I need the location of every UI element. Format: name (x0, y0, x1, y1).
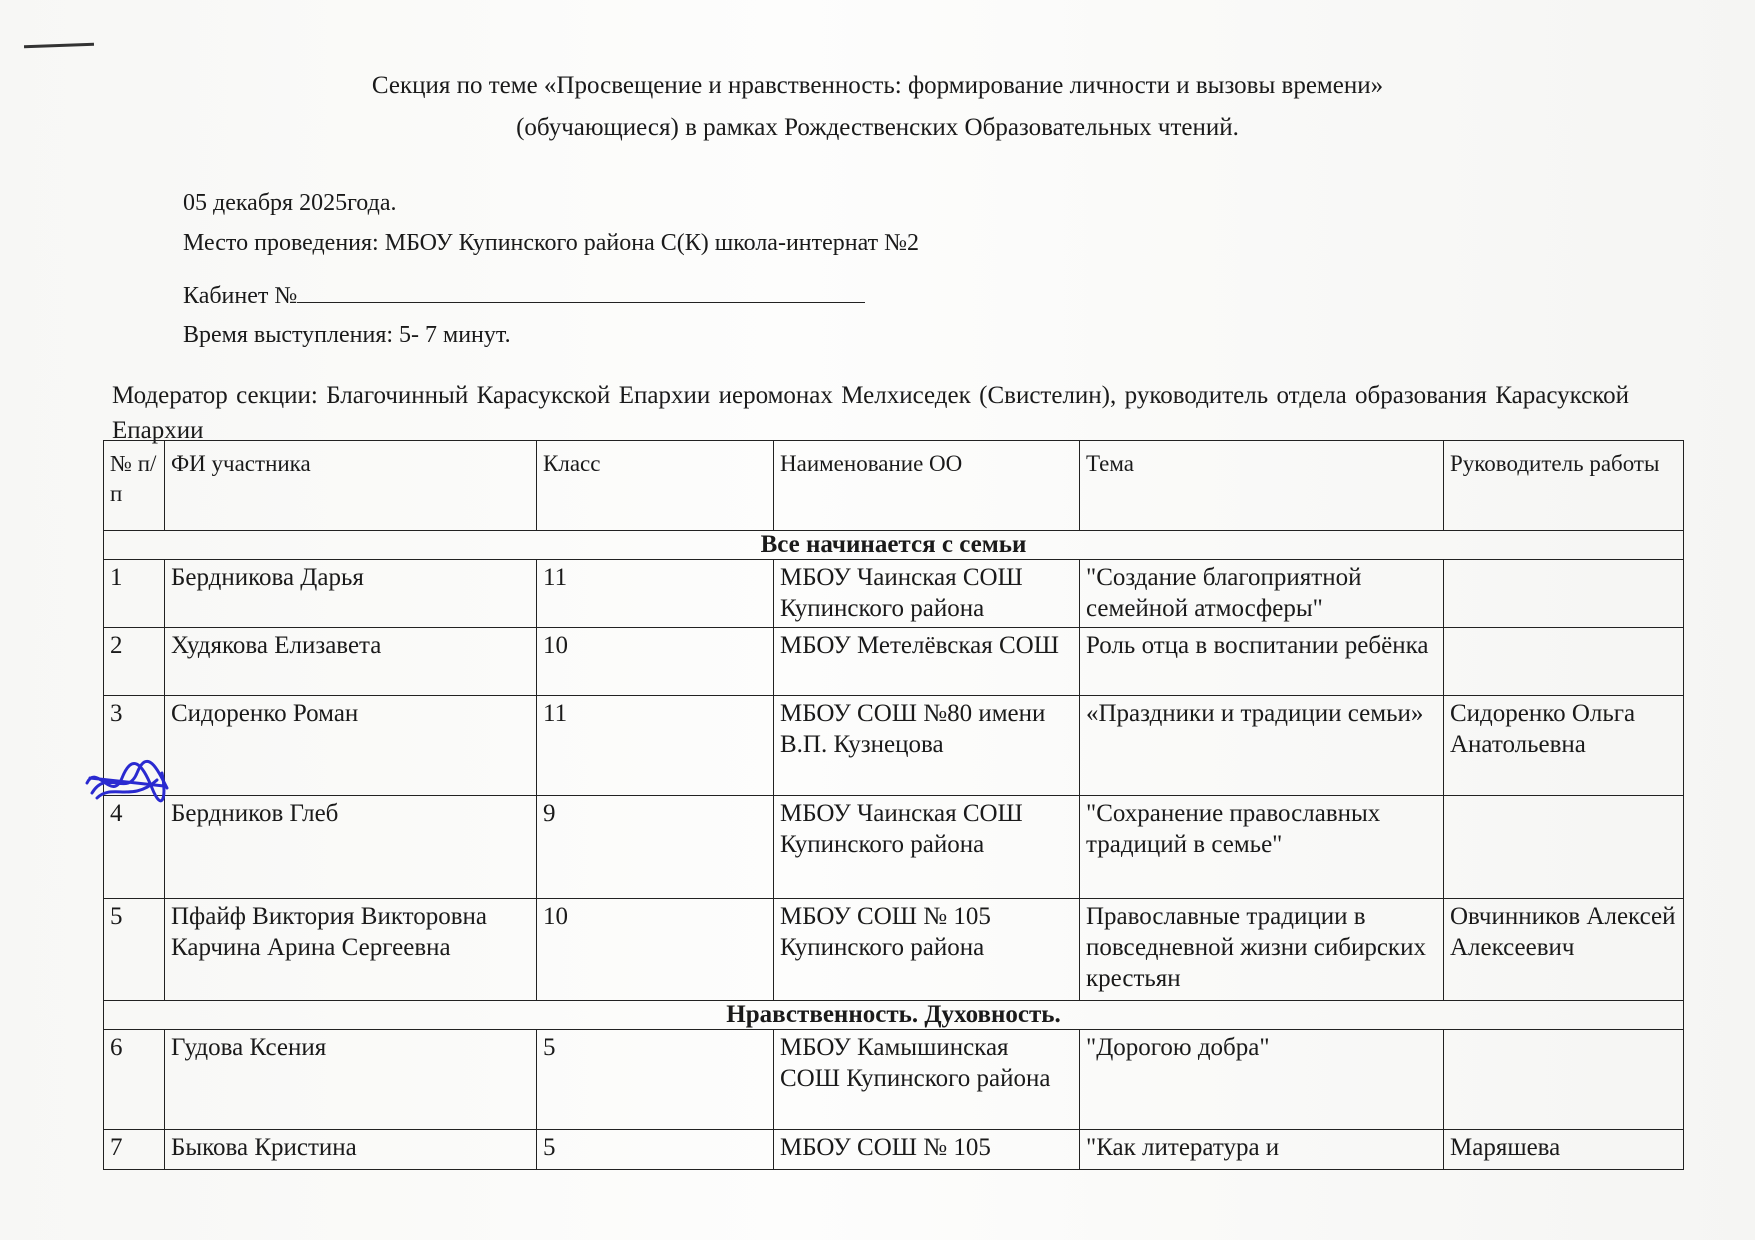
cell-num: 1 (104, 560, 165, 628)
cell-grade: 10 (537, 899, 774, 1001)
section-subtitle: (обучающиеся) в рамках Рождественских Образовательных чтений. (516, 114, 1239, 141)
cell-topic: "Сохранение православных традиций в семье" (1080, 796, 1444, 899)
room-label: Кабинет № (183, 283, 298, 309)
event-date: 05 декабря 2025года. (183, 190, 397, 216)
header-name: ФИ участника (165, 441, 537, 531)
cell-name: Бердников Глеб (165, 796, 537, 899)
speech-duration: Время выступления: 5- 7 минут. (183, 322, 511, 348)
ink-scribble (82, 758, 172, 808)
section-title-morality: Нравственность. Духовность. (104, 1001, 1684, 1030)
cell-topic: «Праздники и традиции семьи» (1080, 696, 1444, 796)
table-row (104, 1030, 1684, 1130)
cell-num: 7 (104, 1130, 165, 1170)
table-row (104, 628, 1684, 696)
cell-name: Сидоренко Роман (165, 696, 537, 796)
cell-name (165, 899, 537, 1001)
header-grade: Класс (537, 441, 774, 531)
header-num: № п/п (104, 441, 165, 531)
cell-grade: 10 (537, 628, 774, 696)
table-row (104, 696, 1684, 796)
event-venue: Место проведения: МБОУ Купинского района С(К) школа-интернат №2 (183, 230, 920, 256)
cell-name: Быкова Кристина (165, 1130, 537, 1170)
section-row (104, 1001, 1684, 1030)
cell-supervisor: Маряшева (1444, 1130, 1684, 1170)
cell-grade: 11 (537, 696, 774, 796)
cell-num: 4 (104, 796, 165, 899)
cell-name: Гудова Ксения (165, 1030, 537, 1130)
cell-org: МБОУ Камышинская СОШ Купинского района (774, 1030, 1080, 1130)
cell-num: 5 (104, 899, 165, 1001)
cell-supervisor (1444, 796, 1684, 899)
table-header-row (104, 441, 1684, 531)
cell-topic: Роль отца в воспитании ребёнка (1080, 628, 1444, 696)
cell-num: 6 (104, 1030, 165, 1130)
room-line (183, 282, 865, 310)
header-topic: Тема (1080, 441, 1444, 531)
cell-supervisor: Сидоренко Ольга Анатольевна (1444, 696, 1684, 796)
room-blank-line (297, 282, 865, 303)
section-title: Секция по теме «Просвещение и нравственность: формирование личности и вызовы времени» (371, 72, 1384, 99)
cell-name: Худякова Елизавета (165, 628, 537, 696)
cell-supervisor (1444, 628, 1684, 696)
table-row (104, 1130, 1684, 1170)
header-supervisor: Руководитель работы (1444, 441, 1684, 531)
section-title-family: Все начинается с семьи (104, 531, 1684, 560)
cell-name: Бердникова Дарья (165, 560, 537, 628)
cell-org: МБОУ Чаинская СОШ Купинского района (774, 560, 1080, 628)
cell-grade: 9 (537, 796, 774, 899)
cell-org: МБОУ Метелёвская СОШ (774, 628, 1080, 696)
cell-supervisor (1444, 1030, 1684, 1130)
cell-supervisor: Овчинников Алексей Алексеевич (1444, 899, 1684, 1001)
cell-org: МБОУ Чаинская СОШ Купинского района (774, 796, 1080, 899)
table-row (104, 796, 1684, 899)
cell-topic: "Дорогою добра" (1080, 1030, 1444, 1130)
moderator-text: Модератор секции: Благочинный Карасукской Епархии иеромонах Мелхиседек (Свистелин), руководитель отдела образования Карасукской Епархии (112, 382, 1629, 444)
cell-grade: 5 (537, 1130, 774, 1170)
cell-org: МБОУ СОШ № 105 Купинского района (774, 899, 1080, 1001)
cell-org: МБОУ СОШ №80 имени В.П. Кузнецова (774, 696, 1080, 796)
cell-topic: Православные традиции в повседневной жизни сибирских крестьян (1080, 899, 1444, 1001)
cell-num: 2 (104, 628, 165, 696)
table-row (104, 899, 1684, 1001)
cell-grade: 5 (537, 1030, 774, 1130)
participants-table (103, 440, 1684, 1170)
cell-topic: "Создание благоприятной семейной атмосферы" (1080, 560, 1444, 628)
cell-supervisor (1444, 560, 1684, 628)
table-row (104, 560, 1684, 628)
cell-topic: "Как литература и (1080, 1130, 1444, 1170)
participant-name-2: Карчина Арина Сергеевна (171, 934, 451, 961)
section-row (104, 531, 1684, 560)
participant-name-1: Пфайф Виктория Викторовна (171, 903, 488, 930)
header-org: Наименование ОО (774, 441, 1080, 531)
cell-org: МБОУ СОШ № 105 (774, 1130, 1080, 1170)
cell-grade: 11 (537, 560, 774, 628)
cell-num: 3 (104, 696, 165, 796)
